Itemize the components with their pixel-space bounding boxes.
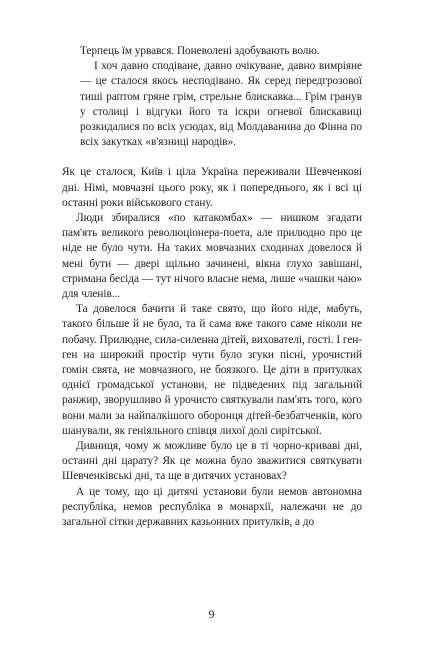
main-paragraph-1: Як це сталося, Київ і ціла Україна переживали Шевченкові дні. Німі, мовчазні цього року, як і попереднього, як і всі ці останні роки військового стану. <box>62 166 362 209</box>
section-spacer <box>62 150 362 165</box>
epigraph-block <box>62 44 362 150</box>
main-text-block <box>62 165 362 530</box>
main-paragraph-4: Дивниця, чому ж можливе було це в ті чорно-криваві дні, останні дні царату? Як це можна було зважитися святкувати Шевченківські дні, та ще в дитячих установах? <box>62 440 362 483</box>
main-paragraph-3: Та довелося бачити й таке свято, що його ніде, мабуть, такого більше й не було, та й сама вже такого саме ніколи не побачу. Прилюдне, сила-силенна дітей, вихователі, гості. І ген-ген на широкий простір чути було згуки пісні, урочистий гомін свята, не мовчазного, не боязкого. Це діти в притулках однієї громадської установи, не підведених під загальний ранжир, зворушливо й урочисто святкували пам'ять того, кого вони мали за найпалкішого оборонця дітей-безбатченків, кого шанували, як геніяльного співця лихої долі сирітської. <box>62 303 362 437</box>
quote-paragraph-2: І хоч давно сподіване, давно очікуване, давно вимріяне — це сталося якось несподівано. Як серед передгрозової тиші раптом гряне грім, стрельне блискавка... Грім гранув у столиці і відгуки його та іскри огневої блискавиці розкидалися по всіх усюдах, від Молдаванина до Фінна по всіх закутках «в'язниці народів». <box>80 60 362 149</box>
main-paragraph-5: А це тому, що ці дитячі установи були немов автономна республіка, немов республіка в монархії, належачи не до загальної сітки державних казьонних притулків, а до <box>62 485 362 529</box>
main-paragraph-2: Люди збиралися «по катакомбах» — нишком згадати пам'ять великого революціонера-поета, але прилюдно про це ніде не було чути. На таких мовчазних сходинах довелося й мені бути — двері щільно зачинені, вікна глухо завішані, стримана бесіда — тут нічого власне нема, лише «чашки чаю» для членів... <box>62 212 362 301</box>
page-number: 9 <box>208 607 215 621</box>
quote-paragraph-1: Терпець їм урвався. Поневолені здобувають волю. <box>80 45 320 57</box>
page-content <box>62 44 362 530</box>
